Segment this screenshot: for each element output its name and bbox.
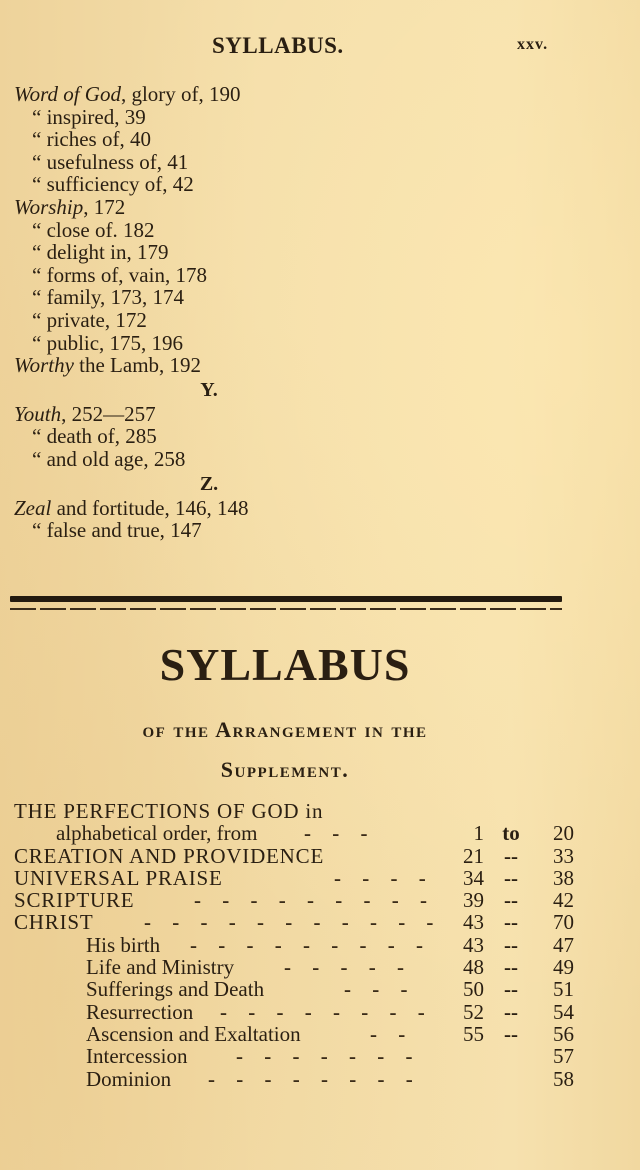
contents-range-start: 39 bbox=[463, 888, 484, 913]
index-subentry: “ and old age, 258 bbox=[32, 446, 186, 471]
index-subentry: “ inspired, 39 bbox=[32, 104, 146, 129]
index-entry-text: the Lamb, 192 bbox=[73, 353, 202, 378]
contents-row bbox=[14, 867, 574, 889]
contents-range-end: 54 bbox=[553, 999, 574, 1024]
contents-label: CREATION AND PROVIDENCE bbox=[14, 843, 325, 868]
contents-range-separator: -- bbox=[504, 910, 518, 935]
contents-range-start: 43 bbox=[463, 932, 484, 957]
divider-thin-rule bbox=[10, 608, 562, 610]
contents-row bbox=[14, 934, 574, 956]
index-subentry: “ sufficiency of, 42 bbox=[32, 172, 194, 197]
contents-label: Life and Ministry bbox=[86, 955, 235, 980]
contents-label: THE PERFECTIONS OF GOD in bbox=[14, 799, 324, 823]
index-list bbox=[14, 83, 434, 542]
contents-row bbox=[14, 1068, 574, 1090]
index-subentry: “ usefulness of, 41 bbox=[32, 149, 189, 174]
contents-label: SCRIPTURE bbox=[14, 888, 135, 913]
contents-label: alphabetical order, from bbox=[56, 821, 258, 846]
index-entry-heading: Word of God bbox=[14, 82, 121, 106]
contents-row bbox=[14, 1001, 574, 1023]
contents-range-separator: -- bbox=[504, 955, 518, 980]
contents-leader-dots: - - - - - - - - - - - bbox=[144, 910, 442, 935]
contents-label: Resurrection bbox=[86, 999, 194, 1024]
index-subentry: “ death of, 285 bbox=[32, 424, 157, 449]
contents-label: Ascension and Exaltation bbox=[86, 1021, 301, 1046]
contents-range-start: 50 bbox=[463, 977, 484, 1002]
contents-range-separator: -- bbox=[504, 932, 518, 957]
index-subentry: “ delight in, 179 bbox=[32, 240, 169, 265]
index-entry bbox=[14, 403, 434, 426]
index-letter-heading: Z. bbox=[199, 472, 219, 495]
contents-row bbox=[14, 800, 574, 822]
contents-leader-dots: - - - - bbox=[334, 865, 434, 890]
contents-label: CHRIST bbox=[14, 910, 94, 935]
contents-range-start: 48 bbox=[463, 955, 484, 980]
index-letter-heading: Y. bbox=[200, 378, 218, 401]
contents-range-separator: -- bbox=[504, 843, 518, 868]
section-title: SYLLABUS bbox=[159, 639, 411, 690]
index-subentry: “ public, 175, 196 bbox=[32, 330, 184, 355]
contents-range-end: 38 bbox=[553, 865, 574, 890]
index-subentry: “ riches of, 40 bbox=[32, 127, 151, 152]
contents-range-separator: -- bbox=[504, 865, 518, 890]
contents-range-end: 56 bbox=[553, 1021, 574, 1046]
contents-range-end: 51 bbox=[553, 977, 574, 1002]
contents-label: UNIVERSAL PRAISE bbox=[14, 865, 223, 890]
contents-range-separator: -- bbox=[504, 888, 518, 913]
index-entry-text: , glory of, 190 bbox=[120, 82, 241, 106]
contents-label: Sufferings and Death bbox=[86, 977, 265, 1002]
contents-leader-dots: - - - - - - - bbox=[236, 1044, 421, 1069]
contents-row bbox=[14, 911, 574, 933]
contents-range-end: 70 bbox=[553, 910, 574, 935]
contents-row bbox=[14, 956, 574, 978]
contents-table bbox=[14, 800, 574, 1090]
contents-row bbox=[14, 889, 574, 911]
index-entry-heading: Worthy bbox=[14, 353, 74, 378]
running-head bbox=[0, 33, 640, 63]
contents-range-start: 52 bbox=[463, 999, 484, 1024]
contents-range-separator: -- bbox=[504, 999, 518, 1024]
index-subentry: “ family, 173, 174 bbox=[32, 285, 185, 310]
contents-range-end: 47 bbox=[553, 932, 574, 957]
index-entry-heading: Zeal bbox=[14, 495, 52, 520]
contents-label: Dominion bbox=[86, 1066, 172, 1091]
contents-label: Intercession bbox=[86, 1044, 188, 1069]
contents-range-separator: -- bbox=[504, 1021, 518, 1046]
page-number: xxv. bbox=[517, 36, 549, 53]
divider-thick-rule bbox=[10, 596, 562, 602]
index-entry-text: , 172 bbox=[83, 194, 126, 219]
section-subtitle-line1: of the Arrangement in the bbox=[142, 717, 428, 742]
contents-range-end: 57 bbox=[553, 1044, 574, 1069]
contents-leader-dots: - - - - - - - - bbox=[208, 1066, 421, 1091]
contents-range-end: 42 bbox=[553, 888, 574, 913]
index-entry-text: and fortitude, 146, 148 bbox=[51, 495, 249, 520]
index-subentry: “ forms of, vain, 178 bbox=[32, 262, 207, 287]
contents-leader-dots: - - bbox=[370, 1021, 414, 1046]
contents-row bbox=[14, 1023, 574, 1045]
contents-leader-dots: - - - - - bbox=[284, 955, 412, 980]
index-entry bbox=[14, 83, 434, 106]
index-entry bbox=[14, 497, 434, 520]
section-divider bbox=[10, 596, 562, 610]
contents-range-end: 49 bbox=[553, 955, 574, 980]
contents-leader-dots: - - - - - - - - - bbox=[190, 932, 431, 957]
contents-range-end: 58 bbox=[553, 1066, 574, 1091]
contents-range-start: 55 bbox=[463, 1021, 484, 1046]
contents-row bbox=[14, 845, 574, 867]
index-entry bbox=[14, 354, 434, 377]
contents-range-start: 1 bbox=[473, 821, 484, 846]
contents-range-end: 33 bbox=[553, 843, 574, 868]
contents-range-end: 20 bbox=[553, 821, 574, 846]
contents-leader-dots: - - - bbox=[344, 977, 416, 1002]
contents-range-separator: to bbox=[502, 821, 520, 846]
contents-row bbox=[14, 978, 574, 1000]
index-entry-heading: Youth bbox=[14, 401, 62, 426]
contents-range-start: 43 bbox=[463, 910, 484, 935]
index-entry-text: , 252—257 bbox=[61, 401, 156, 426]
contents-label: His birth bbox=[86, 932, 161, 957]
section-subtitle-line2: Supplement. bbox=[220, 757, 350, 782]
contents-range-separator: -- bbox=[504, 977, 518, 1002]
index-subentry: “ false and true, 147 bbox=[32, 518, 202, 543]
index-entry bbox=[14, 196, 434, 219]
index-subentry: “ close of. 182 bbox=[32, 217, 155, 242]
contents-leader-dots: - - - - - - - - bbox=[220, 999, 433, 1024]
running-head-title: SYLLABUS. bbox=[212, 33, 344, 58]
contents-row bbox=[14, 1045, 574, 1067]
index-entry-heading: Worship bbox=[14, 194, 84, 219]
index-subentry: “ private, 172 bbox=[32, 307, 147, 332]
contents-range-start: 34 bbox=[463, 865, 484, 890]
contents-leader-dots: - - - bbox=[304, 821, 376, 846]
contents-range-start: 21 bbox=[463, 843, 484, 868]
contents-leader-dots: - - - - - - - - - bbox=[194, 888, 435, 913]
contents-row bbox=[14, 822, 574, 844]
